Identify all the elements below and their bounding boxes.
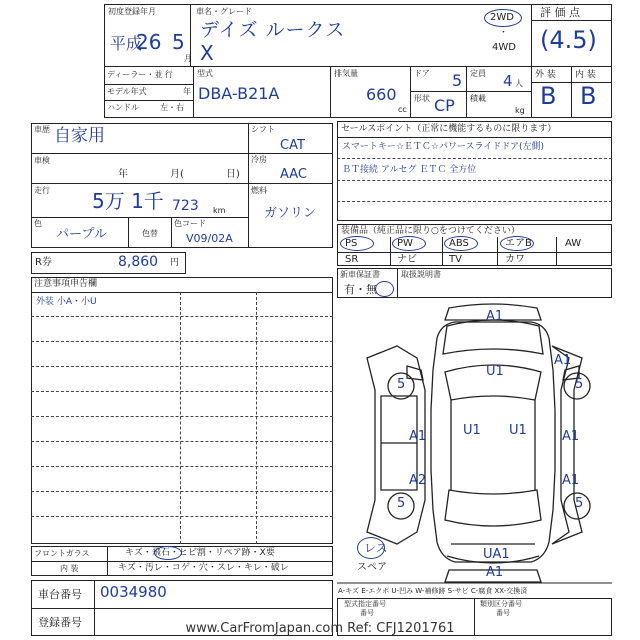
warranty-value: 有・無 bbox=[344, 283, 377, 296]
aircon-label: 冷房 bbox=[251, 155, 267, 164]
equipment-circle bbox=[500, 236, 534, 251]
color-code: V09/02A bbox=[186, 232, 233, 245]
spare-text: スペア bbox=[357, 562, 387, 573]
fuel-label: 燃料 bbox=[251, 186, 267, 195]
equipment-item: PW bbox=[397, 238, 413, 249]
displacement: 660 bbox=[366, 85, 397, 104]
handle-label: ハンドル bbox=[107, 103, 139, 112]
chassis-value: 0034980 bbox=[100, 583, 167, 601]
stone-chip-circle bbox=[154, 546, 182, 560]
divider bbox=[410, 91, 531, 92]
divider bbox=[107, 546, 108, 576]
notes-dotted-row bbox=[31, 466, 333, 467]
divider bbox=[248, 183, 333, 184]
notes-dotted-col bbox=[256, 292, 257, 544]
spare-circle bbox=[357, 537, 385, 559]
divider bbox=[193, 66, 194, 118]
notes-dotted-row bbox=[31, 516, 333, 517]
car-name: デイズ ルークス bbox=[200, 19, 346, 41]
dealer-label: ディーラー・並 行 bbox=[107, 70, 173, 79]
equipment-item: エアB bbox=[505, 238, 532, 249]
notes-label: 注意事項申告欄 bbox=[34, 279, 98, 289]
inspection-month-unit: 月( bbox=[170, 169, 184, 180]
category-label: 類別区分番号 bbox=[480, 600, 522, 608]
reg-number-label: 登録番号 bbox=[38, 616, 82, 629]
divider bbox=[31, 608, 333, 609]
first-reg-month: 5 bbox=[172, 30, 185, 54]
damage-mark: 5 bbox=[575, 377, 584, 392]
handle-options: 左・右 bbox=[160, 103, 184, 112]
equipment-item: ABS bbox=[449, 238, 469, 249]
load-label: 積載 bbox=[470, 94, 486, 103]
exterior-grade: B bbox=[540, 82, 557, 110]
divider bbox=[104, 84, 193, 85]
cert-label: 型式指定番号 bbox=[344, 600, 386, 608]
divider bbox=[31, 183, 248, 184]
equipment-item: PS bbox=[345, 238, 358, 249]
color-label: 色 bbox=[34, 219, 42, 228]
fuel-value: ガソリン bbox=[264, 206, 317, 221]
equipment-item: ナビ bbox=[397, 254, 417, 265]
divider bbox=[397, 268, 398, 298]
cert-number-label: 番号 bbox=[360, 609, 374, 617]
notes-dotted-row bbox=[31, 416, 333, 417]
dotted-line bbox=[337, 201, 612, 202]
aircon-value: AAC bbox=[280, 167, 307, 182]
model-type: DBA-B21A bbox=[198, 84, 280, 103]
damage-mark: U1 bbox=[486, 364, 504, 379]
divider bbox=[556, 237, 557, 266]
divider bbox=[466, 66, 467, 118]
divider bbox=[128, 217, 129, 248]
cc-unit: cc bbox=[398, 105, 407, 114]
divider bbox=[31, 217, 248, 218]
capacity: 4 bbox=[503, 72, 513, 90]
doors-label: ドア bbox=[414, 69, 430, 78]
dotted-line bbox=[337, 158, 612, 159]
notes-dotted-row bbox=[31, 366, 333, 367]
equipment-item: カワ bbox=[505, 254, 525, 265]
notes-line-1: 外装 小A・小U bbox=[36, 297, 97, 307]
selling-point-line-2: ＢＴ接続 アルセグ ＥＴＣ 全方位 bbox=[342, 165, 477, 175]
notes-dotted-row bbox=[31, 441, 333, 442]
divider bbox=[531, 20, 612, 21]
selling-points-label: セールスポイント（正常に機能するものに限ります） bbox=[341, 124, 557, 134]
usage-label: 車歴 bbox=[34, 125, 50, 134]
divider bbox=[390, 237, 391, 266]
manual-label: 取扱説明書 bbox=[401, 270, 441, 279]
front-glass-value: キズ・飛石・ヒビ割・リペア跡・X要 bbox=[125, 548, 275, 558]
selling-point-line-1: スマートキー☆ＥＴＣ☆パワースライドドア(左側) bbox=[342, 142, 544, 152]
person-unit: 人 bbox=[515, 79, 523, 88]
first-reg-era: 平成 bbox=[110, 34, 143, 53]
damage-mark: 5 bbox=[397, 377, 406, 392]
damage-mark: A1 bbox=[554, 353, 572, 368]
doors: 5 bbox=[452, 71, 463, 90]
equipment-item: SR bbox=[345, 254, 359, 265]
drive-dot: ・ bbox=[499, 28, 509, 38]
divider bbox=[497, 237, 498, 266]
divider bbox=[337, 252, 612, 253]
car-name-label: 車名・グレード bbox=[196, 7, 252, 16]
shift-label: シフト bbox=[251, 125, 275, 134]
drive-2wd: 2WD bbox=[490, 12, 514, 23]
front-glass-label: フロントガラス bbox=[34, 549, 90, 558]
divider bbox=[31, 561, 333, 562]
color-swap-label: 色替 bbox=[142, 229, 158, 238]
damage-mark: 5 bbox=[575, 496, 584, 511]
equipment-item: TV bbox=[449, 254, 462, 265]
recycle-value: 8,860 bbox=[118, 254, 159, 270]
divider bbox=[442, 237, 443, 266]
damage-legend: A-キズ E-エクボ U-凹み W-補修跡 S-サビ C-腐食 XX-交換済 bbox=[338, 587, 528, 595]
notes-frame bbox=[31, 277, 333, 544]
kg-unit: kg bbox=[515, 106, 525, 115]
divider bbox=[337, 137, 612, 138]
interior-grade: B bbox=[580, 82, 597, 110]
color-value: パープル bbox=[56, 227, 107, 242]
divider bbox=[330, 66, 331, 118]
score-label: 評 価 点 bbox=[540, 6, 580, 19]
divider bbox=[104, 100, 193, 101]
notes-dotted-row bbox=[31, 316, 333, 317]
damage-mark: U1 bbox=[509, 423, 527, 438]
mileage-sub: 723 bbox=[172, 198, 199, 214]
exterior-label: 外 装 bbox=[535, 70, 556, 80]
model-type-label: 型式 bbox=[197, 69, 213, 78]
shape: CP bbox=[434, 96, 455, 115]
shift-value: CAT bbox=[280, 138, 305, 153]
dotted-line bbox=[337, 180, 612, 181]
drive-4wd: 4WD bbox=[492, 42, 516, 53]
divider bbox=[531, 4, 532, 118]
mileage-main: 5万 1千 bbox=[92, 189, 164, 213]
grade: X bbox=[200, 41, 214, 65]
inspection-day-unit: 日) bbox=[226, 169, 240, 180]
equipment-circle bbox=[340, 236, 374, 251]
category-number-label: 番号 bbox=[496, 609, 510, 617]
equipment-label: 装備品（純正品に限り○をつけてください） bbox=[341, 226, 520, 236]
recycle-unit: 円 bbox=[170, 258, 180, 268]
watermark: www.CarFromJapan.com Ref: CFJ1201761 bbox=[185, 621, 455, 636]
interior-row-value: キズ・汚レ・コゲ・穴・スレ・キレ・破レ bbox=[118, 563, 289, 573]
recycle-frame bbox=[31, 252, 186, 274]
interior-row-label: 内 装 bbox=[60, 564, 79, 573]
recycle-label: R券 bbox=[35, 257, 52, 268]
divider bbox=[571, 66, 572, 118]
notes-dotted-row bbox=[31, 341, 333, 342]
notes-dotted-row bbox=[31, 491, 333, 492]
damage-mark: A1 bbox=[486, 309, 504, 324]
damage-mark: A1 bbox=[562, 473, 580, 488]
first-reg-label: 初度登録年月 bbox=[108, 7, 156, 16]
mileage-unit: km bbox=[213, 206, 226, 215]
mileage-label: 走行 bbox=[34, 186, 50, 195]
inspection-label: 車検 bbox=[34, 156, 50, 165]
divider bbox=[248, 153, 333, 154]
notes-dotted-row bbox=[31, 391, 333, 392]
divider bbox=[248, 123, 249, 248]
spare-label: レス bbox=[364, 541, 388, 555]
equipment-circle bbox=[444, 236, 478, 251]
shape-label: 形状 bbox=[414, 94, 430, 103]
month-unit: 月 bbox=[184, 54, 192, 63]
damage-mark: U1 bbox=[463, 423, 481, 438]
displacement-label: 排気量 bbox=[334, 69, 358, 78]
warranty-circle bbox=[375, 281, 394, 297]
equipment-item: AW bbox=[565, 238, 582, 249]
score-value: (4.5) bbox=[540, 26, 597, 54]
warranty-label: 新車保証書 bbox=[340, 270, 380, 279]
notes-dotted-col bbox=[180, 292, 181, 544]
damage-mark: A2 bbox=[409, 473, 427, 488]
chassis-label: 車台番号 bbox=[38, 588, 82, 601]
damage-mark: UA1 bbox=[483, 547, 510, 562]
first-reg-year: 26 bbox=[136, 30, 162, 54]
color-code-label: 色コード bbox=[174, 219, 206, 228]
divider bbox=[171, 217, 172, 248]
equipment-circle bbox=[392, 236, 426, 251]
damage-mark: 5 bbox=[397, 496, 406, 511]
divider bbox=[410, 66, 411, 118]
capacity-label: 定員 bbox=[470, 69, 486, 78]
inspection-year-unit: 年 bbox=[118, 169, 128, 180]
interior-label: 内 装 bbox=[575, 70, 596, 80]
damage-mark: A1 bbox=[486, 565, 504, 580]
divider bbox=[31, 292, 333, 293]
damage-mark: A1 bbox=[562, 429, 580, 444]
year-unit: 年 bbox=[183, 87, 191, 96]
divider bbox=[31, 153, 248, 154]
usage-value: 自家用 bbox=[54, 126, 105, 146]
model-year-label: モデル年式 bbox=[107, 87, 147, 96]
damage-mark: A1 bbox=[409, 429, 427, 444]
